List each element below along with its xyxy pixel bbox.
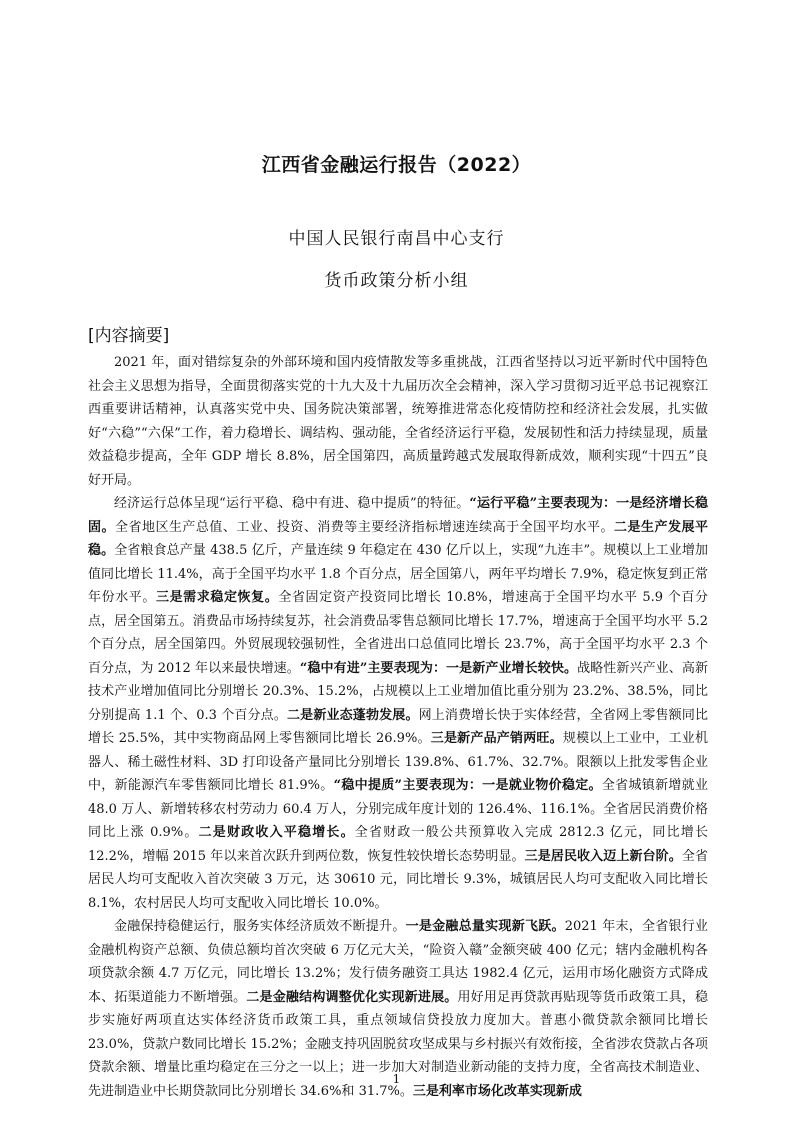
text-segment: 全省城镇新增就业 48.0 万人、新增转移农村劳动力 60.4 万人，分别完成年度计划的 126.4%、116.1%。全省居民消费价格同比上涨 0.9%。: [88, 778, 708, 840]
text-segment: 用好用足再贷款再贴现等货币政策工具，稳步实施好两项直达实体经济货币政策工具，重点领域信贷投放力度加大。普惠小微贷款余额同比增长 23.0%，贷款户数同比增长 15.2%；金融支持巩固脱贫攻坚成果与乡村振兴有效衔接，全省涉农贷款占各项贷款余额、增量比重均稳定在三分之一以上；进一步加大对制造业新动能的支持力度，全省高技术制造业、先进制造业中长期贷款同比分别增长 34.6%和 31.7%。: [88, 989, 708, 1099]
bold-segment: “运行平稳”主要表现为：一是经济增长稳固。: [88, 496, 708, 535]
paragraph: [88, 492, 708, 915]
text-segment: 网上消费增长快于实体经营，全省网上零售额同比增长 25.5%，其中实物商品网上零售额同比增长 26.9%。: [88, 707, 708, 746]
author-organization: 中国人民银行南昌中心支行: [288, 229, 505, 249]
text-segment: 全省粮食总产量 438.5 亿斤，产量连续 9 年稳定在 430 亿斤以上，实现“九连丰”。规模以上工业增加值同比增长 11.4%，高于全国平均水平 1.8 个百分点，居全国第八，两年平均增长 7.9%，稳定恢复到正常年份水平。: [88, 543, 708, 605]
bold-segment: 三是新产品产销两旺。: [430, 731, 563, 746]
bold-segment: 三是居民收入迈上新台阶。: [524, 848, 682, 864]
author-group: 货币政策分析小组: [324, 271, 469, 291]
bold-segment: “稳中提质”主要表现为：一是就业物价稳定。: [333, 778, 602, 793]
text-segment: 规模以上工业中，工业机器人、稀土磁性材料、3D 打印设备产量同比分别增长 139.8%、61.7%、32.7%。限额以上批发零售企业中，新能源汽车零售额同比增长 81.9%。: [88, 731, 708, 793]
bold-segment: 一是金融总量实现新飞跃。: [405, 919, 565, 934]
bold-segment: 二是生产发展平稳。: [88, 519, 708, 558]
paragraph: [88, 351, 708, 492]
summary-body: [88, 351, 708, 1103]
text-segment: 全省地区生产总值、工业、投资、消费等主要经济指标增速连续高于全国平均水平。: [114, 519, 615, 535]
bold-segment: 二是新业态蓬勃发展。: [287, 707, 419, 723]
text-segment: 金融保持稳健运行，服务实体经济质效不断提升。: [114, 919, 406, 934]
bold-segment: 三是利率市场化改革实现新成: [412, 1083, 582, 1099]
page-number: 1: [392, 1072, 401, 1086]
bold-segment: 二是金融结构调整优化实现新进展。: [246, 989, 458, 1005]
report-title: 江西省金融运行报告（2022）: [261, 154, 532, 176]
text-segment: 全省财政一般公共预算收入完成 2812.3 亿元，同比增长 12.2%，增幅 2015 年以来首次跃升到两位数，恢复性较快增长态势明显。: [88, 825, 708, 864]
text-segment: 战略性新兴产业、高新技术产业增加值同比分别增长 20.3%、15.2%，占规模以上工业增加值比重分别为 23.2%、38.5%，同比分别提高 1.1 个、0.3 个百分点。: [88, 660, 708, 723]
bold-segment: 三是需求稳定恢复。: [155, 590, 279, 605]
text-segment: 2021 年末，全省银行业金融机构资产总额、负债总额均首次突破 6 万亿元大关，“险资入赣”金额突破 400 亿元；辖内金融机构各项贷款余额 4.7 万亿元，同比增长 13.2%；发行债务融资工具达 1982.4 亿元，运用市场化融资方式降成本、拓渠道能力不断增强。: [88, 919, 708, 1005]
text-segment: 全省居民人均可支配收入首次突破 3 万元，达 30610 元，同比增长 9.3%，城镇居民人均可支配收入同比增长 8.1%，农村居民人均可支配收入同比增长 10.0%。: [88, 848, 708, 911]
text-segment: 全省固定资产投资同比增长 10.8%，增速高于全国平均水平 5.9 个百分点，居全国第五。消费品市场持续复苏，社会消费品零售总额同比增长 17.7%，增速高于全国平均水平 5.2 个百分点，居全国第四。外贸展现较强韧性，全省进出口总值同比增长 23.7%，高于全国平均水平 2.3 个百分点，为 2012 年以来最快增速。: [88, 590, 708, 676]
text-segment: 经济运行总体呈现“运行平稳、稳中有进、稳中提质”的特征。: [114, 496, 470, 511]
text-segment: 2021 年，面对错综复杂的外部环境和国内疫情散发等多重挑战，江西省坚持以习近平新时代中国特色社会主义思想为指导，全面贯彻落实党的十九大及十九届历次全会精神，深入学习贯彻习近平总书记视察江西重要讲话精神，认真落实党中央、国务院决策部署，统筹推进常态化疫情防控和经济社会发展，扎实做好“六稳”“六保”工作，着力稳增长、调结构、强动能，全省经济运行平稳，发展韧性和活力持续显现，质量效益稳步提高，全年 GDP 增长 8.8%，居全国第四，高质量跨越式发展取得新成效，顺利实现“十四五”良好开局。: [88, 355, 708, 488]
bold-segment: “稳中有进”主要表现为：一是新产业增长较快。: [299, 660, 578, 676]
section-heading-summary: [内容摘要]: [88, 326, 170, 346]
bold-segment: 二是财政收入平稳增长。: [198, 825, 355, 840]
